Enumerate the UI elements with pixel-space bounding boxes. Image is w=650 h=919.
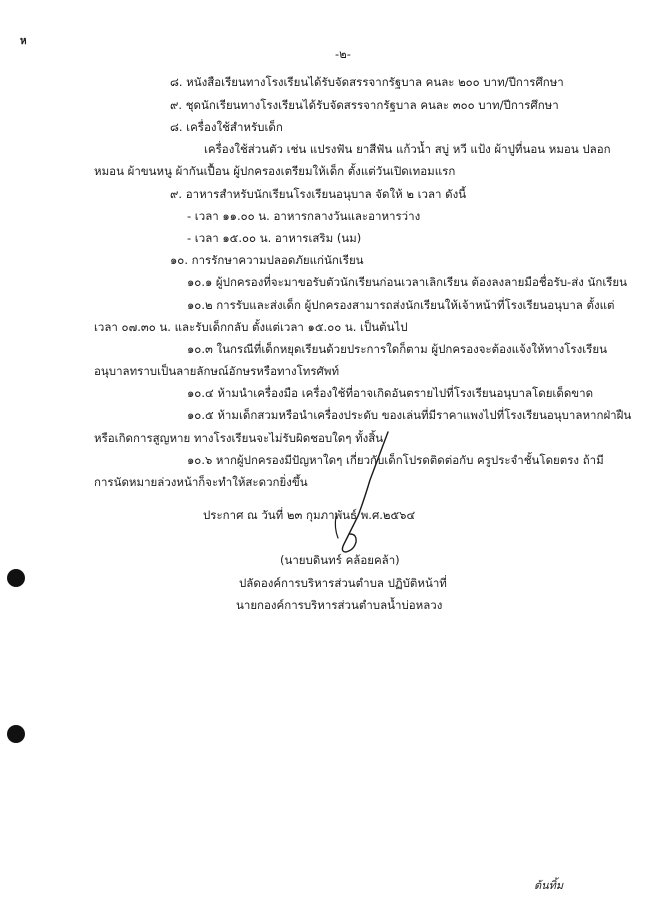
corner-mark: ห: [20, 36, 27, 47]
item-line: ๙. อาหารสำหรับนักเรียนโรงเรียนอนุบาล จัดให้ ๒ เวลา ดังนี้: [170, 187, 467, 201]
item-line: ๑๐.๓ ในกรณีที่เด็กหยุดเรียนด้วยประการใดก็ตาม ผู้ปกครองจะต้องแจ้งให้ทางโรงเรียน: [187, 342, 607, 356]
item-line: - เวลา ๑๑.๐๐ น. อาหารกลางวันและอาหารว่าง: [187, 209, 421, 223]
item-line: ๘. หนังสือเรียนทางโรงเรียนได้รับจัดสรรจากรัฐบาล คนละ ๒๐๐ บาท/ปีการศึกษา: [170, 75, 564, 89]
item-line: ๑๐. การรักษาความปลอดภัยแก่นักเรียน: [170, 253, 364, 267]
page-number: -๒-: [335, 47, 351, 61]
signatory-position: ปลัดองค์การบริหารส่วนตำบล ปฏิบัติหน้าที่: [239, 576, 447, 590]
announcement-date: ประกาศ ณ วันที่ ๒๓ กุมภาพันธ์ พ.ศ.๒๕๖๔: [203, 508, 416, 522]
signatory-name: (นายบดินทร์ คล้อยคล้า): [280, 553, 400, 567]
item-line: การนัดหมายล่วงหน้าก็จะทำให้สะดวกยิ่งขึ้น: [94, 475, 308, 489]
signature: [300, 420, 420, 560]
item-line: ๑๐.๑ ผู้ปกครองที่จะมาขอรับตัวนักเรียนก่อนเวลาเลิกเรียน ต้องลงลายมือชื่อรับ-ส่ง นักเรียน: [187, 275, 628, 289]
item-line: - เวลา ๑๕.๐๐ น. อาหารเสริม (นม): [187, 231, 362, 245]
item-line: ๑๐.๒ การรับและส่งเด็ก ผู้ปกครองสามารถส่งนักเรียนให้เจ้าหน้าที่โรงเรียนอนุบาล ตั้งแต่: [187, 298, 615, 312]
handwritten-note: ต้นทิ้ม: [534, 879, 564, 892]
item-line: ๑๐.๔ ห้ามนำเครื่องมือ เครื่องใช้ที่อาจเกิดอันตรายไปที่โรงเรียนอนุบาลโดยเด็ดขาด: [187, 386, 594, 400]
item-line: เครื่องใช้ส่วนตัว เช่น แปรงฟัน ยาสีฟัน แก้วน้ำ สบู่ หวี แป้ง ผ้าปูที่นอน หมอน ปลอก: [204, 142, 611, 156]
punch-hole: [7, 569, 25, 587]
item-line: อนุบาลทราบเป็นลายลักษณ์อักษรหรือทางโทรศัพท์: [94, 364, 340, 378]
signatory-position: นายกองค์การบริหารส่วนตำบลน้ำบ่อหลวง: [236, 598, 443, 612]
item-line: ๑๐.๖ หากผู้ปกครองมีปัญหาใดๆ เกี่ยวกับเด็กโปรดติดต่อกับ ครูประจำชั้นโดยตรง ถ้ามี: [187, 453, 604, 467]
item-line: หรือเกิดการสูญหาย ทางโรงเรียนจะไม่รับผิดชอบใดๆ ทั้งสิ้น: [94, 431, 384, 445]
punch-hole: [7, 725, 25, 743]
item-line: เวลา ๐๗.๓๐ น. และรับเด็กกลับ ตั้งแต่เวลา ๑๕.๐๐ น. เป็นต้นไป: [94, 320, 408, 334]
item-line: ๙. ชุดนักเรียนทางโรงเรียนได้รับจัดสรรจากรัฐบาล คนละ ๓๐๐ บาท/ปีการศึกษา: [170, 98, 559, 112]
item-line: หมอน ผ้าขนหนู ผ้ากันเปื้อน ผู้ปกครองเตรียมให้เด็ก ตั้งแต่วันเปิดเทอมแรก: [94, 164, 456, 178]
item-line: ๑๐.๕ ห้ามเด็กสวมหรือนำเครื่องประดับ ของเล่นที่มีราคาแพงไปที่โรงเรียนอนุบาลหากฝ่าฝืน: [187, 408, 632, 422]
item-line: ๘. เครื่องใช้สำหรับเด็ก: [170, 120, 283, 134]
